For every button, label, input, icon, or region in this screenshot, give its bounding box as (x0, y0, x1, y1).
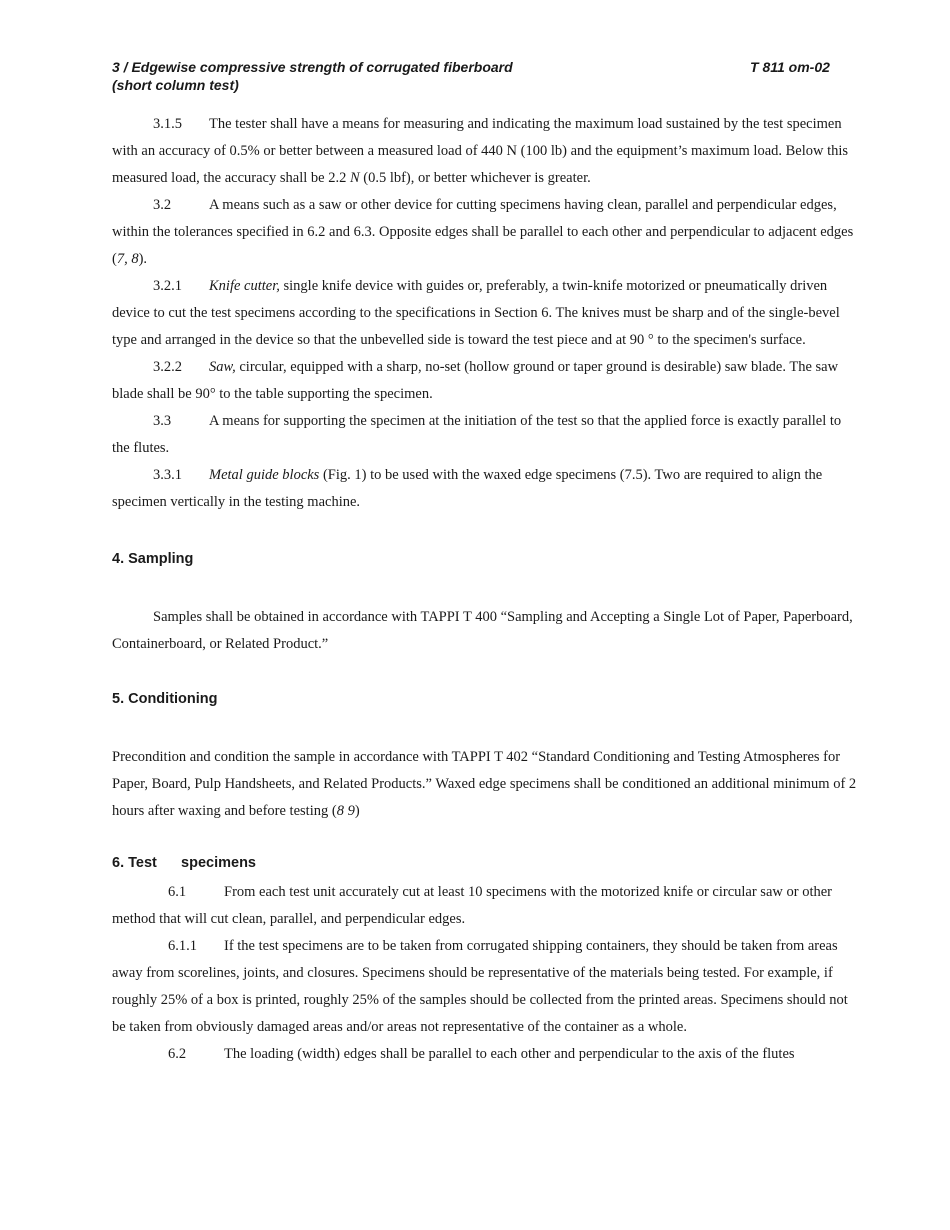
paragraph-text: Precondition and condition the sample in accordance with TAPPI T 402 “Standard Conditioning and Testing Atmospheres for Paper, Board, Pulp Handsheets, and Related Products.” Waxed edge specimens shall be conditioned an additional minimum of 2 hours after waxing and before testing ( (112, 749, 857, 819)
section-heading-sampling: 4. Sampling (112, 551, 194, 567)
header-doc-id: T 811 om-02 (750, 59, 830, 75)
paragraph-number: 6.1.1 (168, 938, 197, 954)
paragraph-3-1-5 (112, 111, 860, 192)
paragraph-number: 3.2.2 (153, 359, 182, 375)
paragraph-text: A means for supporting the specimen at the initiation of the test so that the applied force is exactly parallel to the flutes. (112, 413, 842, 456)
paragraph-term: Knife cutter, (209, 278, 280, 294)
section-heading-test-specimens: 6. Test specimens (112, 855, 256, 871)
paragraph-3-3-1 (112, 462, 860, 516)
unit-symbol: N (349, 170, 360, 186)
paragraph-term: Saw, (209, 359, 236, 375)
paragraph-term: Metal guide blocks (209, 467, 320, 483)
document-page (112, 56, 860, 1068)
body-text (112, 111, 860, 1068)
paragraph-number: 3.2.1 (153, 278, 182, 294)
paragraph-text: From each test unit accurately cut at least 10 specimens with the motorized knife or circular saw or other method that will cut clean, parallel, and perpendicular edges. (112, 884, 832, 927)
paragraph-number: 6.1 (168, 884, 187, 900)
paragraph-6-2 (112, 1041, 860, 1068)
paragraph-text: (Fig. 1) to be used with the waxed edge specimens (7.5). Two are required to align the specimen vertically in the testing machine. (112, 467, 823, 510)
paragraph-text-tail: (0.5 lbf), or better whichever is greater. (359, 170, 591, 186)
paragraph-number: 6.2 (168, 1046, 187, 1062)
paragraph-text: The loading (width) edges shall be parallel to each other and perpendicular to the axis of the flutes (224, 1046, 795, 1062)
paragraph-6-1-1 (112, 933, 860, 1041)
paragraph-3-2 (112, 192, 860, 273)
paragraph-number: 3.3 (153, 413, 172, 429)
sampling-paragraph: Samples shall be obtained in accordance with TAPPI T 400 “Sampling and Accepting a Single Lot of Paper, Paperboard, Containerboard, or Related Product.” (112, 609, 853, 652)
conditioning-paragraph (112, 744, 860, 825)
reference-numbers: 7, 8 (116, 251, 139, 267)
paragraph-6-1 (112, 879, 860, 933)
reference-numbers: 8 9 (336, 803, 355, 819)
paragraph-3-3 (112, 408, 860, 462)
section-heading-conditioning: 5. Conditioning (112, 691, 218, 707)
paragraph-text: If the test specimens are to be taken from corrugated shipping containers, they should be taken from areas away from scorelines, joints, and closures. Specimens should be representative of the materials being tested. For example, if roughly 25% of a box is printed, roughly 25% of the samples should be collected from the printed areas. Specimens should not be taken from obviously damaged areas and/or areas not representative of the container as a whole. (112, 938, 848, 1035)
header-title: 3 / Edgewise compressive strength of corrugated fiberboard (short column test) (112, 59, 513, 93)
paragraph-text-tail: ). (138, 251, 148, 267)
paragraph-3-2-1 (112, 273, 860, 354)
paragraph-text-tail: ) (354, 803, 360, 819)
paragraph-number: 3.2 (153, 197, 172, 213)
paragraph-number: 3.1.5 (153, 116, 182, 132)
paragraph-number: 3.3.1 (153, 467, 182, 483)
paragraph-text: single knife device with guides or, preferably, a twin-knife motorized or pneumatically driven device to cut the test specimens according to the specifications in Section 6. The knives must be sharp and of the single-bevel type and arranged in the device so that the unbevelled side is toward the test piece and at 90 ° to the specimen's surface. (112, 278, 840, 348)
paragraph-text: A means such as a saw or other device for cutting specimens having clean, parallel and perpendicular edges, within the tolerances specified in 6.2 and 6.3. Opposite edges shall be parallel to each other and perpendicular to adjacent edges ( (112, 197, 854, 267)
paragraph-3-2-2 (112, 354, 860, 408)
paragraph-text: circular, equipped with a sharp, no-set (hollow ground or taper ground is desirable) saw blade. The saw blade shall be 90° to the table supporting the specimen. (112, 359, 839, 402)
paragraph-text: The tester shall have a means for measuring and indicating the maximum load sustained by the test specimen with an accuracy of 0.5% or better between a measured load of 440 N (100 lb) and the equipment’s maximum load. Below this measured load, the accuracy shall be 2.2 (112, 116, 849, 186)
running-header (112, 56, 860, 94)
